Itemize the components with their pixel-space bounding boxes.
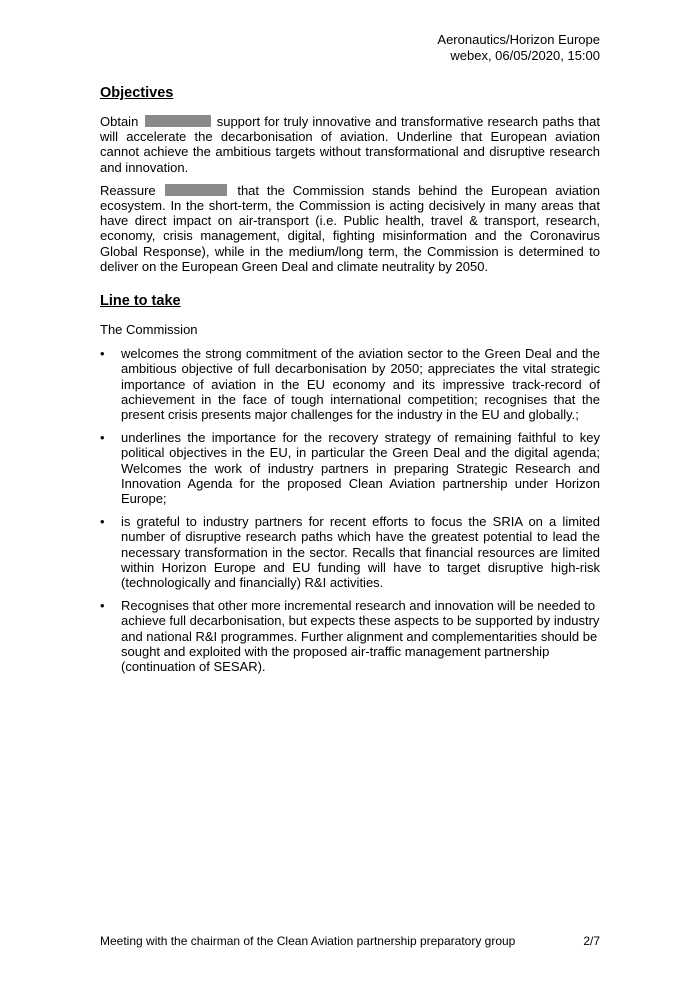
bullet-icon: •: [100, 514, 105, 530]
objectives-section: [100, 84, 600, 274]
list-item-text: underlines the importance for the recovery strategy of remaining faithful to key political objectives in the EU, in particular the Green Deal and the digital agenda; Welcomes the work of industry partners in preparing Strategic Research and Innovation Agenda for the proposed Clean Aviation partnership under Horizon Europe;: [121, 430, 600, 507]
list-item-text: is grateful to industry partners for recent efforts to focus the SRIA on a limited number of disruptive research paths which have the greatest potential to lead the necessary transformation in the sector. Recalls that financial resources are limited within Horizon Europe and EU funding will have to target disruptive high-risk (technologically and financially) R&I activities.: [121, 514, 600, 591]
document-body: [100, 84, 600, 682]
list-item: [100, 514, 600, 590]
line-to-take-lead: The Commission: [100, 322, 198, 338]
list-item: [100, 430, 600, 506]
bullet-icon: •: [100, 346, 105, 362]
line-to-take-section: [100, 292, 600, 674]
objectives-heading: Objectives: [100, 85, 174, 101]
objectives-p1-lead: Obtain: [100, 114, 139, 129]
page-number: 2/7: [583, 934, 600, 948]
redaction-block: [165, 184, 227, 196]
footer-title: Meeting with the chairman of the Clean Aviation partnership preparatory group: [100, 934, 516, 948]
list-item: [100, 598, 600, 674]
header-meeting-info: webex, 06/05/2020, 15:00: [450, 48, 600, 63]
line-to-take-list: [100, 346, 600, 674]
document-header: [437, 32, 600, 64]
bullet-icon: •: [100, 598, 105, 614]
list-item-text: Recognises that other more incremental research and innovation will be needed to achieve full decarbonisation, but expects these aspects to be supported by industry and national R&I programmes. Further alignment and complementarities should be sought and exploited with the proposed air-traffic management partnership (continuation of SESAR).: [121, 598, 600, 675]
objectives-paragraph-1: [100, 114, 600, 175]
objectives-p2-lead: Reassure: [100, 182, 156, 198]
list-item-text: welcomes the strong commitment of the aviation sector to the Green Deal and the ambitious objective of full decarbonisation by 2050; appreciates the vital strategic importance of aviation in the EU economy and its impressive track-record of achievement in the face of tough international competition; recognises that the present crisis presents major challenges for the industry in the EU and globally.;: [121, 346, 600, 423]
header-topic: Aeronautics/Horizon Europe: [437, 32, 600, 47]
objectives-p2-body: that the Commission stands behind the European aviation ecosystem. In the short-term, the Commission is acting decisively in many areas that have direct impact on air-transport (i.e. Public health, travel & transport, research, economy, crisis management, digital, fighting misinformation and the Coronavirus Global Response), while in the medium/long term, the Commission is determined to deliver on the European Green Deal and climate neutrality by 2050.: [100, 182, 600, 274]
bullet-icon: •: [100, 430, 105, 446]
objectives-p1-body: support for truly innovative and transformative research paths that will accelerate the decarbonisation of aviation. Underline that European aviation cannot achieve the ambitious targets without transformational and disruptive research and innovation.: [100, 114, 600, 175]
line-to-take-heading: Line to take: [100, 293, 181, 310]
redaction-block: [145, 115, 211, 127]
objectives-paragraph-2: [100, 183, 600, 274]
list-item: [100, 346, 600, 422]
document-footer: [100, 934, 600, 948]
